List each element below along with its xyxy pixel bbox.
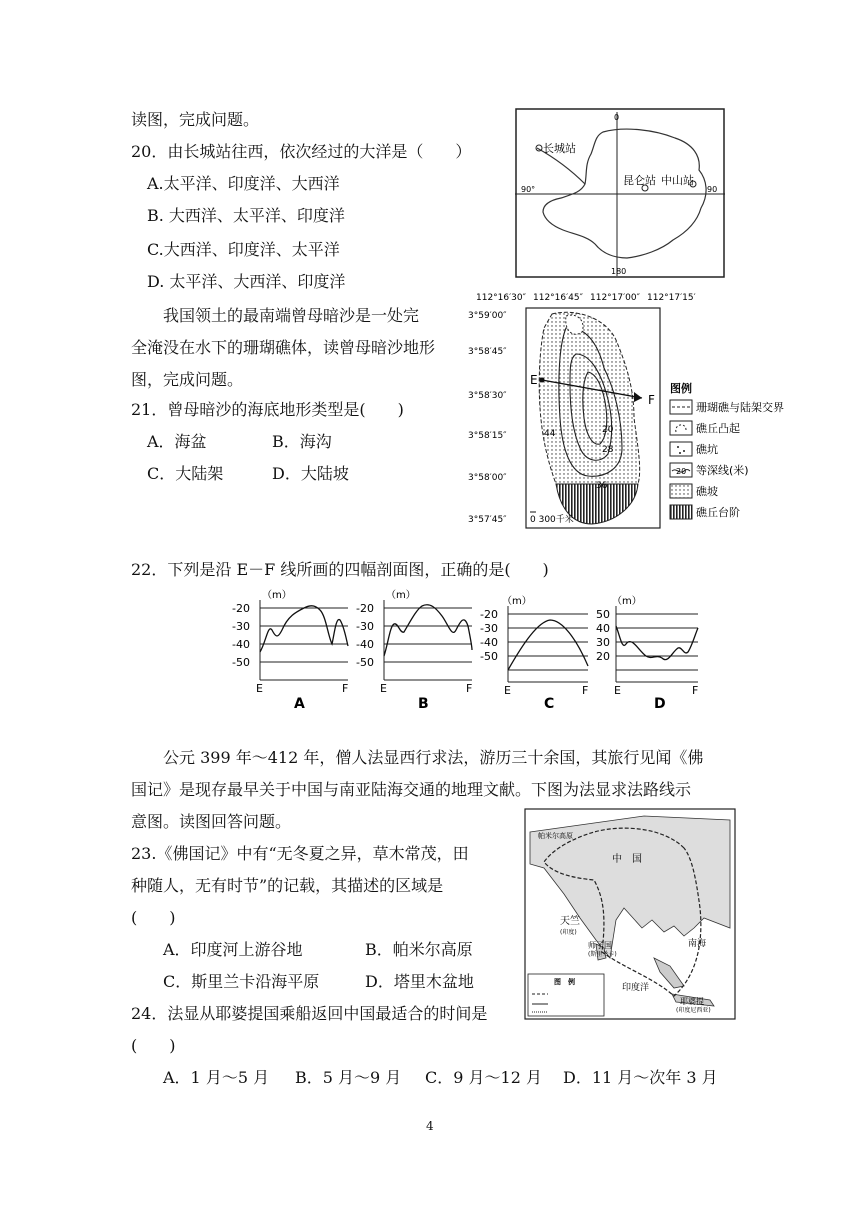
q24-line2: ( ) bbox=[131, 1036, 176, 1055]
q20-option-a: A.太平洋、印度洋、大西洋 bbox=[147, 174, 340, 193]
profile-d-tick-3: 30 bbox=[596, 636, 610, 649]
q21-option-c: C．大陆架 bbox=[147, 464, 224, 483]
q23-option-c: C．斯里兰卡沿海平原 bbox=[163, 972, 320, 991]
profile-d-tick-4: 20 bbox=[596, 650, 610, 663]
profile-c-tick-2: -30 bbox=[480, 622, 498, 635]
q20-stem: 20．由长城站往西，依次经过的大洋是（ ） bbox=[131, 142, 472, 161]
q21-option-a: A．海盆 bbox=[147, 432, 207, 451]
lon-90w-label: 90° bbox=[521, 185, 536, 194]
point-e-label: E bbox=[530, 373, 538, 387]
kunlun-label: 昆仑站 bbox=[623, 174, 656, 187]
profile-b-tick-4: -50 bbox=[356, 656, 374, 669]
profile-b-label: B bbox=[418, 696, 429, 712]
legend-reef-pit: 礁坑 bbox=[696, 443, 718, 456]
legend-contour-sample: 20 bbox=[676, 467, 687, 476]
lon-label-4: 112°17′15′ bbox=[647, 293, 696, 303]
profile-d-tick-2: 40 bbox=[596, 622, 610, 635]
faxian-route-map bbox=[524, 808, 736, 1020]
greatwall-label: 长城站 bbox=[543, 142, 576, 155]
zengmu-intro-line2: 全淹没在水下的珊瑚礁体，读曾母暗沙地形 bbox=[131, 338, 436, 357]
nanhai-label: 南海 bbox=[688, 939, 707, 949]
lat-label-4: 3°58′15″ bbox=[468, 431, 507, 441]
profile-a-tick-4: -50 bbox=[232, 656, 250, 669]
zengmu-intro-line1: 我国领土的最南端曾母暗沙是一处完 bbox=[163, 306, 420, 325]
lon-90e-label: 90 bbox=[707, 185, 718, 194]
profile-a-tick-3: -40 bbox=[232, 638, 250, 651]
legend-contour: 等深线(米) bbox=[696, 464, 749, 477]
q24-option-c: C．9 月～12 月 bbox=[425, 1068, 542, 1087]
q24-option-d: D．11 月～次年 3 月 bbox=[563, 1068, 718, 1087]
profile-d-f: F bbox=[692, 684, 699, 697]
depth-label-44: 44 bbox=[544, 429, 556, 439]
zhongshan-label: 中山站 bbox=[661, 174, 694, 187]
tianzhu-label: 天竺 bbox=[560, 916, 580, 927]
lat-label-5: 3°58′00″ bbox=[468, 473, 507, 483]
depth-label-20: 20 bbox=[602, 425, 614, 435]
lat-label-6: 3°57′45″ bbox=[468, 515, 507, 525]
pamir-label: 帕米尔高原 bbox=[538, 832, 573, 840]
profile-d-e: E bbox=[614, 684, 621, 697]
profile-b-unit: （m） bbox=[386, 590, 416, 601]
page-number: 4 bbox=[426, 1119, 434, 1133]
q24-option-b: B．5 月～9 月 bbox=[295, 1068, 402, 1087]
q21-option-d: D．大陆坡 bbox=[272, 464, 349, 483]
profile-c-f: F bbox=[582, 684, 589, 697]
q22-stem: 22．下列是沿 E－F 线所画的四幅剖面图，正确的是( ) bbox=[131, 560, 549, 579]
tianzhu-sub: (印度) bbox=[560, 929, 577, 936]
legend-reef-terrace: 礁丘台阶 bbox=[696, 506, 740, 519]
lon-180-label: 180 bbox=[611, 267, 627, 276]
profile-c-e: E bbox=[504, 684, 511, 697]
profile-c-tick-4: -50 bbox=[480, 650, 498, 663]
intro-read: 读图，完成问题。 bbox=[131, 110, 260, 129]
lat-label-1: 3°59′00″ bbox=[468, 311, 507, 321]
shizi-label: 师子国 bbox=[588, 941, 612, 950]
q23-option-a: A．印度河上游谷地 bbox=[163, 940, 303, 959]
profile-c-tick-3: -40 bbox=[480, 636, 498, 649]
profile-c bbox=[478, 592, 592, 712]
profile-b-tick-3: -40 bbox=[356, 638, 374, 651]
yepoti-label: 耶婆提 bbox=[680, 997, 704, 1006]
profile-a-label: A bbox=[294, 696, 305, 712]
q20-option-c: C.大西洋、印度洋、太平洋 bbox=[147, 240, 340, 259]
profile-b-line bbox=[384, 605, 472, 656]
q21-stem: 21．曾母暗沙的海底地形类型是( ) bbox=[131, 400, 404, 419]
lat-label-3: 3°58′30″ bbox=[468, 391, 507, 401]
zengmu-reef-map bbox=[466, 288, 826, 532]
depth-label-28: 28 bbox=[602, 445, 614, 455]
profile-c-unit: （m） bbox=[502, 596, 532, 607]
profile-c-label: C bbox=[544, 696, 555, 712]
lon-label-1: 112°16′30″ bbox=[476, 293, 526, 303]
legend-reef-slope: 礁坡 bbox=[696, 485, 718, 498]
profile-d-label: D bbox=[654, 696, 666, 712]
profile-a-line bbox=[260, 606, 348, 652]
profile-b-tick-1: -20 bbox=[356, 602, 374, 615]
profile-a-tick-2: -30 bbox=[232, 620, 250, 633]
lon-0-label: 0 bbox=[614, 113, 620, 122]
legend-reef-bump: 礁丘凸起 bbox=[696, 422, 740, 435]
antarctica-map bbox=[515, 108, 725, 280]
china-label: 中 国 bbox=[612, 854, 642, 865]
q23-line2: 种随人，无有时节”的记载，其描述的区域是 bbox=[131, 876, 444, 895]
profile-b bbox=[350, 586, 476, 712]
q24-option-a: A．1 月～5 月 bbox=[163, 1068, 270, 1087]
route-legend-title: 图 例 bbox=[554, 978, 575, 986]
profile-d-line bbox=[616, 626, 698, 660]
indian-ocean-label: 印度洋 bbox=[622, 983, 650, 993]
legend-title: 图例 bbox=[670, 382, 692, 395]
q20-option-b: B. 大西洋、太平洋、印度洋 bbox=[147, 206, 345, 225]
faxian-intro-line1: 公元 399 年～412 年，僧人法显西行求法，游历三十余国，其旅行见闻《佛 bbox=[163, 748, 704, 767]
zengmu-intro-line3: 图，完成问题。 bbox=[131, 370, 244, 389]
q23-option-d: D．塔里木盆地 bbox=[365, 972, 474, 991]
profile-d-tick-1: 50 bbox=[596, 608, 610, 621]
depth-label-36: 36 bbox=[596, 481, 608, 491]
q23-line3: ( ) bbox=[131, 908, 176, 927]
q21-option-b: B．海沟 bbox=[272, 432, 332, 451]
lon-label-3: 112°17′00″ bbox=[590, 293, 640, 303]
profile-b-f: F bbox=[466, 682, 473, 695]
faxian-intro-line3: 意图。读图回答问题。 bbox=[131, 812, 292, 831]
point-f-label: F bbox=[648, 393, 655, 407]
profile-d-unit: （m） bbox=[612, 596, 642, 607]
scale-label: 0 300千米 bbox=[530, 515, 574, 525]
shizi-sub: (斯里兰卡) bbox=[588, 951, 617, 958]
q23-option-b: B．帕米尔高原 bbox=[365, 940, 473, 959]
lat-label-2: 3°58′45″ bbox=[468, 347, 507, 357]
profile-b-tick-2: -30 bbox=[356, 620, 374, 633]
q23-line1: 23.《佛国记》中有“无冬夏之异，草木常茂，田 bbox=[131, 844, 469, 863]
profile-a-tick-1: -20 bbox=[232, 602, 250, 615]
yepoti-sub: (印度尼西亚) bbox=[676, 1007, 711, 1014]
legend-reef-boundary: 珊瑚礁与陆架交界 bbox=[696, 401, 784, 414]
q20-option-d: D. 太平洋、大西洋、印度洋 bbox=[147, 272, 346, 291]
profile-a-e: E bbox=[256, 682, 263, 695]
profile-a bbox=[226, 586, 352, 712]
profile-b-e: E bbox=[380, 682, 387, 695]
profile-a-f: F bbox=[342, 682, 349, 695]
profile-a-unit: （m） bbox=[262, 590, 292, 601]
lon-label-2: 112°16′45″ bbox=[533, 293, 583, 303]
faxian-intro-line2: 国记》是现存最早关于中国与南亚陆海交通的地理文献。下图为法显求法路线示 bbox=[131, 780, 692, 799]
profile-d bbox=[592, 592, 704, 712]
q24-line1: 24．法显从耶婆提国乘船返回中国最适合的时间是 bbox=[131, 1004, 488, 1023]
profile-c-tick-1: -20 bbox=[480, 608, 498, 621]
